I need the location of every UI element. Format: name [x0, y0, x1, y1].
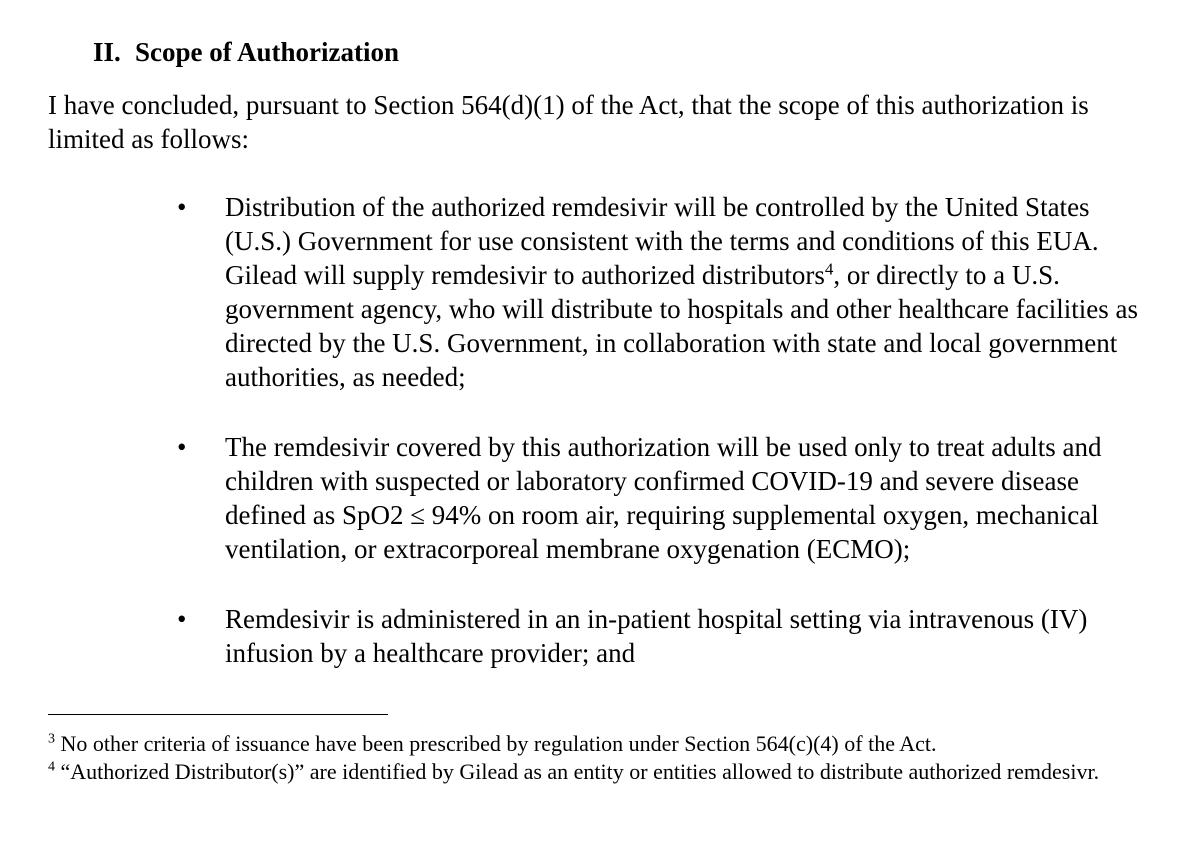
bullet-text-part: Distribution of the authorized remdesivir will be controlled by the United States (U.S.) Government for use consistent with the terms and conditions of this EUA. Gilead will supply remdesivir to authorized distributors: [225, 192, 1099, 290]
footnote-divider: [48, 714, 388, 715]
footnote-reference: 4: [824, 259, 834, 279]
bullet-icon: •: [177, 192, 187, 222]
intro-paragraph: I have concluded, pursuant to Section 564(d)(1) of the Act, that the scope of this authorization is limited as follows:: [48, 90, 1089, 154]
section-title: Scope of Authorization: [135, 37, 400, 67]
footnote-text: No other criteria of issuance have been prescribed by regulation under Section 564(c)(4) of the Act.: [55, 731, 937, 756]
bullet-icon: •: [177, 604, 187, 634]
section-number: II.: [93, 37, 121, 67]
bullet-text: The remdesivir covered by this authorization will be used only to treat adults and children with suspected or laboratory confirmed COVID-19 and severe disease defined as SpO2 ≤ 94% on room air, requiring supplemental oxygen, mechanical ventilation, or extracorporeal membrane oxygenation (ECMO);: [225, 432, 1102, 564]
footnote-number: 3: [48, 731, 55, 747]
footnotes: [48, 730, 1158, 786]
footnote-4: [48, 758, 1158, 786]
bullet-icon: •: [177, 432, 187, 462]
footnote-3: [48, 730, 1158, 758]
bullet-text-part: , or directly to a U.S. government agency, who will distribute to hospitals and other healthcare facilities as directed by the U.S. Government, in collaboration with state and local government authorities, as needed;: [225, 260, 1138, 392]
bullet-text: Remdesivir is administered in an in-patient hospital setting via intravenous (IV) infusion by a healthcare provider; and: [225, 604, 1088, 668]
footnote-text: “Authorized Distributor(s)” are identified by Gilead as an entity or entities allowed to distribute authorized remdesivr.: [55, 759, 1100, 784]
section-heading: [93, 32, 399, 72]
footnote-number: 4: [48, 759, 55, 775]
bullet-text: [225, 190, 1160, 394]
